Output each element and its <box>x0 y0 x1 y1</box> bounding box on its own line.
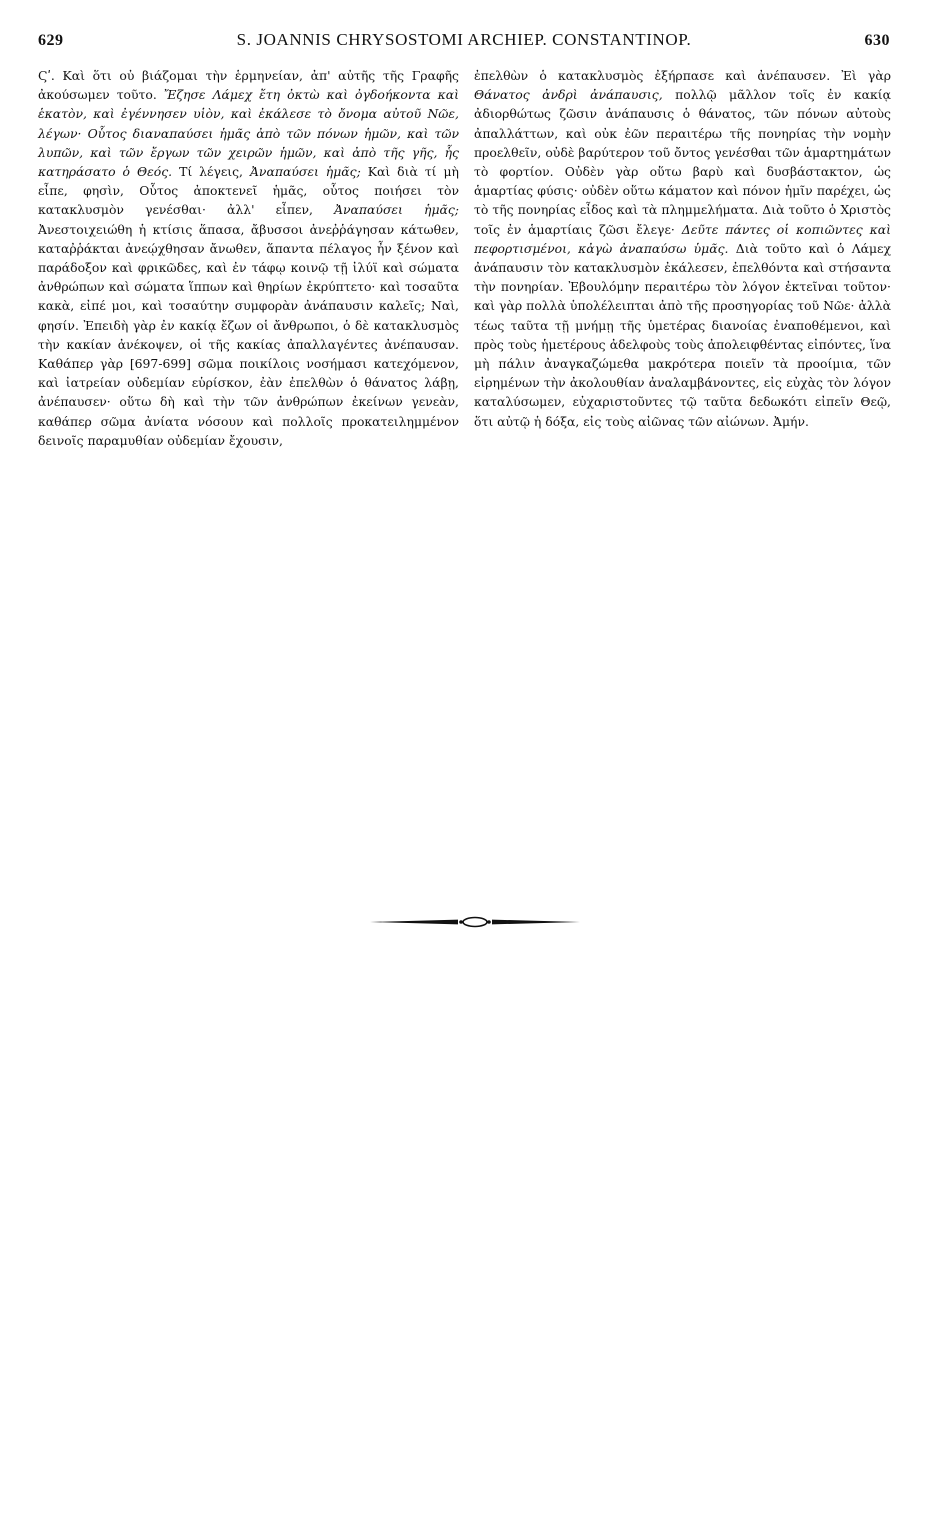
text-segment: πολλῷ μᾶλλον τοῖς ἐν κακίᾳ ἀδιορθώτως ζῶσιν ἀνάπαυσις ὁ θάνατος, τῶν πόνων αὐτοὺς ἀπαλλάττων, καὶ οὐκ ἐῶν περαιτέρω τῆς πονηρίας τὴν νομὴν προελθεῖν, οὐδὲ βαρύτερον τοῦ ὄντος γενέσθαι τῶν ἁμαρτημάτων τὸ φορτίον. Οὐδὲν γὰρ οὕτω βαρὺ καὶ δυσβάστακτον, ὡς ἁμαρτίας φύσις· οὐδὲν οὕτω κάματον καὶ πόνον ἡμῖν παρέχει, ὡς τὸ τῆς πονηρίας εἶδος καὶ τὰ πλημμελήματα. Διὰ τοῦτο ὁ Χριστὸς τοῖς ἐν ἁμαρτίαις ζῶσι ἔλεγε· <box>474 87 891 237</box>
running-head-title: S. JOANNIS CHRYSOSTOMI ARCHIEP. CONSTANTINOP. <box>236 30 692 49</box>
text-segment-italic: Θάνατος ἀνδρὶ ἀνάπαυσις, <box>474 87 663 103</box>
text-segment: Ἀνεστοιχειώθη ἡ κτίσις ἅπασα, ἄβυσσοι ἀνεῤῥάγησαν κάτωθεν, καταῤῥάκται ἀνεῴχθησαν ἄνωθεν, ἅπαντα πέλαγος ἦν ξένον καὶ παράδοξον καὶ φρικῶδες, καὶ ἐν τάφῳ κοινῷ τῇ ἰλύϊ καὶ σώματα ἀνθρώπων καὶ σώματα ἵππων καὶ θηρίων ἐκρύπτετο· καὶ τοσαῦτα κακὰ, εἰπέ μοι, καὶ τοσαύτην συμφορὰν ἀνάπαυσιν καλεῖς; Ναὶ, φησίν. Ἐπειδὴ γὰρ ἐν κακίᾳ ἔζων οἱ ἄνθρωποι, ὁ δὲ κατακλυσμὸς τὴν κακίαν ἀνέκοψεν, οἱ τῆς κακίας ἀπαλλαγέντες ἀνέπαυσαν. Καθάπερ γὰρ [697-699] σῶμα ποικίλοις νοσήμασι κατεχόμενον, καὶ ἰατρείαν οὐδεμίαν εὑρίσκον, ἐὰν ἐπελθὼν ὁ θάνατος λάβῃ, ἀνέπαυσεν· οὕτω δὴ καὶ τὴν τῶν ἀνθρώπων ἐκείνων γενεὰν, καθάπερ σῶμα ἀνίατα νόσουν καὶ πολλοῖς προκατειλημμένον δεινοῖς παραμυθίαν οὐδεμίαν ἔχουσιν, <box>38 221 459 448</box>
text-segment: Διὰ τοῦτο καὶ ὁ Λάμεχ ἀνάπαυσιν τὸν κατακλυσμὸν ἐκάλεσεν, ἐπελθόντα καὶ στήσαντα τὴν πονηρίαν. Ἐβουλόμην περαιτέρω τὸν λόγον ἐκτεῖναι τοῦτον· καὶ γὰρ πολλὰ ὑπολέλειπται ἀπὸ τῆς προσηγορίας τοῦ Νῶε· ἀλλὰ τέως ταῦτα τῇ μνήμῃ τῆς ὑμετέρας διανοίας ἐναποθέμενοι, καὶ πρὸς τοὺς ἡμετέρους ἀδελφοὺς τοὺς ἀπολειφθέντας εἰπόντες, ἵνα μὴ πάλιν ἀναγκαζώμεθα μακρότερα ποιεῖν τὰ προοίμια, τῶν εἰρημένων τὴν ἀκολουθίαν ἀναλαμβάνοντες, εἰς εὐχὰς τὸν λόγον καταλύσωμεν, εὐχαριστοῦντες τῷ ταῦτα δεδωκότι εἰπεῖν Θεῷ, ὅτι αὐτῷ ἡ δόξα, εἰς τοὺς αἰῶνας τῶν αἰώνων. Ἀμήν. <box>474 240 891 429</box>
right-text-column <box>474 66 891 431</box>
tailpiece-rule-ornament-icon <box>370 912 580 932</box>
ornament-right-knot <box>487 920 491 924</box>
text-segment-italic: Δεῦτε πάντες οἱ κοπιῶντες καὶ πεφορτισμένοι, κἀγὼ ἀναπαύσω ὑμᾶς. <box>474 221 891 256</box>
ornament-left-taper <box>370 920 458 925</box>
text-segment: Καὶ διὰ τί μὴ εἶπε, φησὶν, Οὗτος ἀποκτενεῖ ἡμᾶς, οὗτος ποιήσει τὸν κατακλυσμὸν γενέσθαι· ἀλλ' εἶπεν, <box>38 164 459 218</box>
right-page-number: 630 <box>864 32 890 49</box>
left-column-paragraph <box>38 66 459 450</box>
left-page-number: 629 <box>38 32 64 49</box>
ornament-center-eye <box>463 918 487 927</box>
right-column-paragraph <box>474 66 891 431</box>
text-segment: ἐπελθὼν ὁ κατακλυσμὸς ἐξήρπασε καὶ ἀνέπαυσεν. Ἐὶ γὰρ <box>474 68 891 83</box>
text-segment-italic: Ἀναπαύσει ἡμᾶς; <box>334 202 459 218</box>
ornament-right-taper <box>492 920 580 925</box>
left-text-column <box>38 66 459 450</box>
text-segment: Τί λέγεις, <box>172 164 250 180</box>
text-segment: Ϛʹ. Καὶ ὅτι οὐ βιάζομαι τὴν ἑρμηνείαν, ἀπ' αὐτῆς τῆς Γραφῆς ἀκούσωμεν τοῦτο. <box>38 68 459 103</box>
text-segment-italic: Ἔζησε Λάμεχ ἔτη ὀκτὼ καὶ ὀγδοήκοντα καὶ ἑκατὸν, καὶ ἐγέννησεν υἱὸν, καὶ ἐκάλεσε τὸ ὄνομα αὐτοῦ Νῶε, λέγων· Οὗτος διαναπαύσει ἡμᾶς ἀπὸ τῶν πόνων ἡμῶν, καὶ τῶν λυπῶν, καὶ τῶν ἔργων τῶν χειρῶν ἡμῶν, καὶ ἀπὸ τῆς γῆς, ἧς κατηράσατο ὁ Θεός. <box>38 87 459 180</box>
running-head <box>38 30 890 56</box>
ornament-left-knot <box>459 920 463 924</box>
text-segment-italic: Ἀναπαύσει ἡμᾶς; <box>249 164 361 180</box>
